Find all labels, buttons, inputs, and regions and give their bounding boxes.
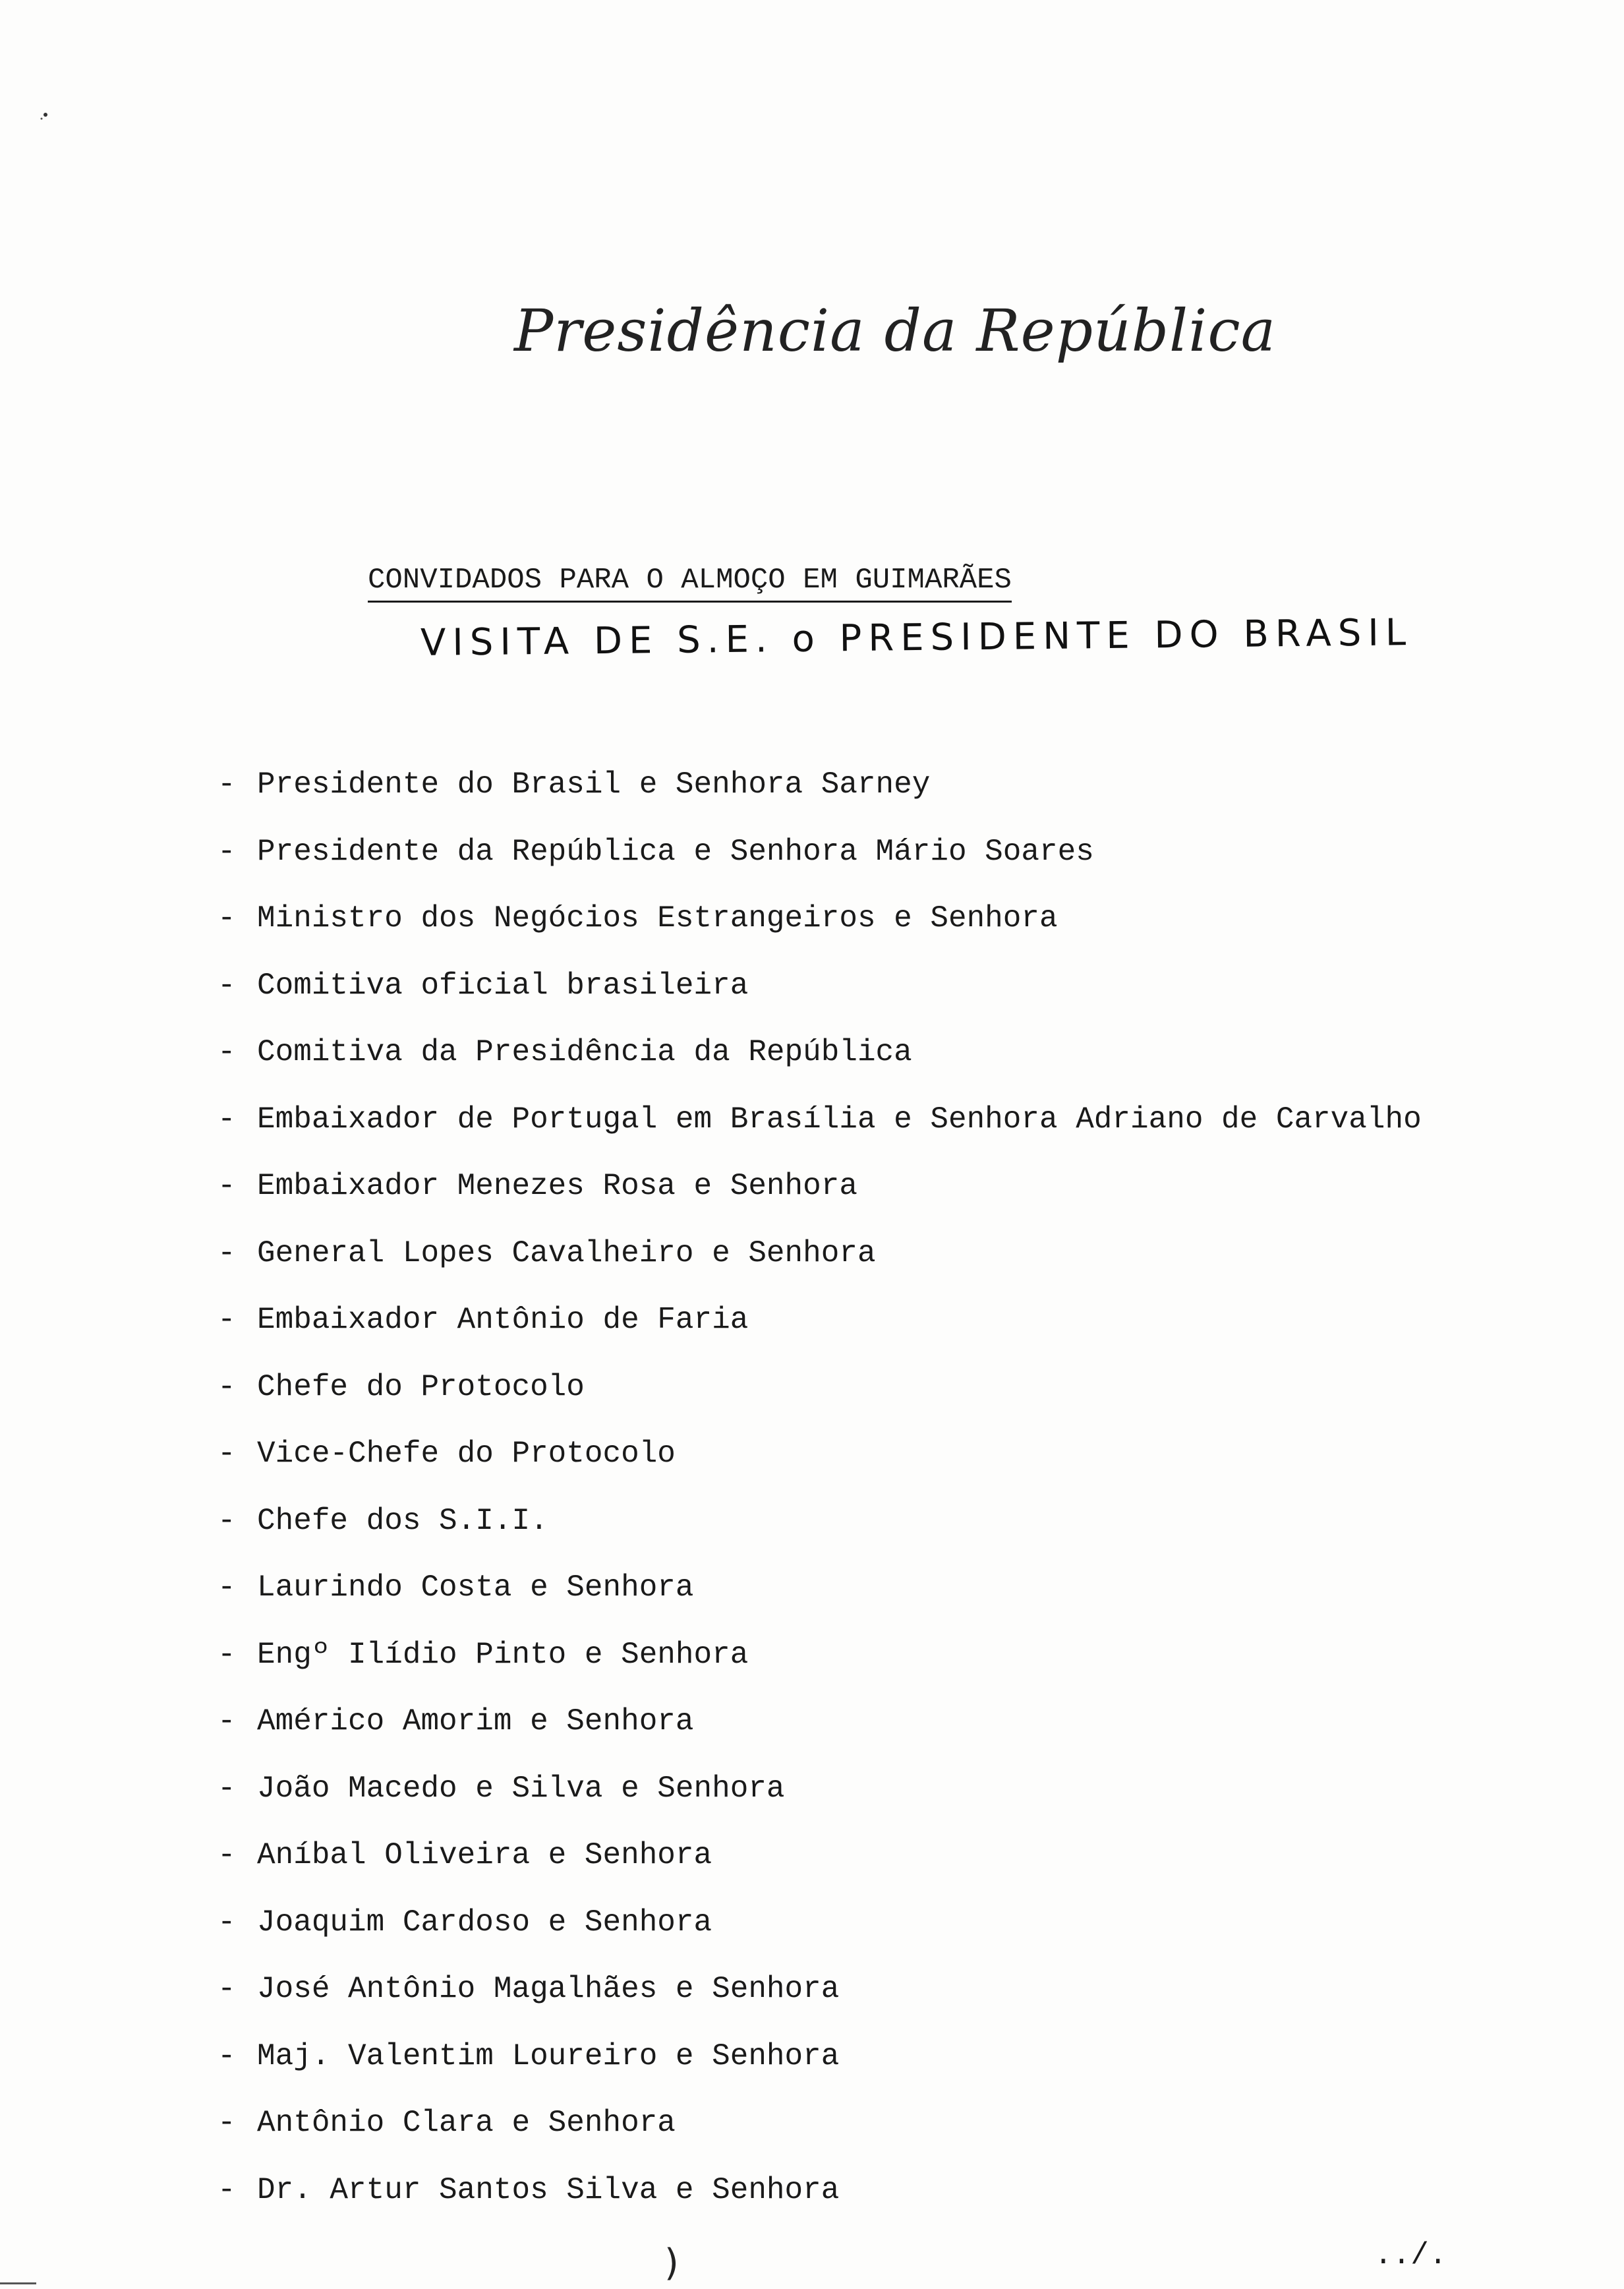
guest-list-item — [218, 1166, 1422, 1234]
guest-name: Laurindo Costa e Senhora — [257, 1570, 694, 1605]
list-dash: - — [218, 1905, 236, 1940]
handwritten-annotation: VISITA DE S.E. o PRESIDENTE DO BRASIL — [420, 611, 1413, 665]
list-dash: - — [218, 1369, 236, 1404]
guest-name: Engº Ilídio Pinto e Senhora — [257, 1637, 749, 1672]
guest-name: Chefe do Protocolo — [257, 1369, 585, 1404]
guest-name: Antônio Clara e Senhora — [257, 2106, 676, 2140]
list-dash: - — [218, 968, 236, 1003]
guest-list-item — [218, 1367, 1422, 1435]
guest-name: Presidente do Brasil e Senhora Sarney — [257, 767, 931, 802]
guest-name: Ministro dos Negócios Estrangeiros e Senhora — [257, 901, 1058, 936]
handwritten-bracket-mark: ) — [664, 2242, 679, 2284]
guest-list — [218, 765, 1422, 2237]
continuation-mark: ../. — [1374, 2238, 1447, 2273]
list-dash: - — [218, 2172, 236, 2207]
guest-name: Dr. Artur Santos Silva e Senhora — [257, 2172, 840, 2207]
list-dash: - — [218, 1972, 236, 2006]
guest-list-item — [218, 2103, 1422, 2170]
list-dash: - — [218, 1704, 236, 1739]
list-dash: - — [218, 834, 236, 869]
guest-list-item — [218, 966, 1422, 1033]
guest-list-item — [218, 1234, 1422, 1301]
guest-name: Comitiva oficial brasileira — [257, 968, 749, 1003]
guest-name: Vice-Chefe do Protocolo — [257, 1437, 676, 1471]
list-dash: - — [218, 767, 236, 802]
ink-speck-icon — [40, 112, 49, 121]
guest-list-item — [218, 1635, 1422, 1702]
list-dash: - — [218, 1303, 236, 1337]
guest-list-item — [218, 832, 1422, 899]
guest-list-item — [218, 1835, 1422, 1903]
guest-list-item — [218, 1969, 1422, 2036]
list-dash: - — [218, 1035, 236, 1069]
guest-list-item — [218, 2036, 1422, 2104]
guest-list-item — [218, 1769, 1422, 1836]
list-dash: - — [218, 1235, 236, 1270]
list-dash: - — [218, 2038, 236, 2073]
list-dash: - — [218, 1437, 236, 1471]
document-title: CONVIDADOS PARA O ALMOÇO EM GUIMARÃES — [368, 564, 1012, 603]
guest-list-item — [218, 1300, 1422, 1367]
guest-list-item — [218, 1100, 1422, 1167]
guest-name: Embaixador Menezes Rosa e Senhora — [257, 1169, 857, 1203]
guest-name: Presidente da República e Senhora Mário Soares — [257, 834, 1094, 869]
guest-list-item — [218, 2170, 1422, 2238]
guest-name: Américo Amorim e Senhora — [257, 1704, 694, 1739]
guest-list-item — [218, 1032, 1422, 1100]
guest-list-item — [218, 1903, 1422, 1970]
guest-name: Chefe dos S.I.I. — [257, 1503, 548, 1538]
guest-list-item — [218, 1434, 1422, 1501]
guest-list-item — [218, 899, 1422, 966]
list-dash: - — [218, 1838, 236, 1872]
guest-name: João Macedo e Silva e Senhora — [257, 1771, 785, 1806]
guest-list-item — [218, 1501, 1422, 1568]
list-dash: - — [218, 1570, 236, 1605]
guest-name: Comitiva da Presidência da República — [257, 1035, 912, 1069]
guest-name: Joaquim Cardoso e Senhora — [257, 1905, 712, 1940]
list-dash: - — [218, 1771, 236, 1806]
list-dash: - — [218, 901, 236, 936]
guest-name: Embaixador de Portugal em Brasília e Senhora Adriano de Carvalho — [257, 1102, 1422, 1137]
guest-name: General Lopes Cavalheiro e Senhora — [257, 1235, 876, 1270]
guest-list-item — [218, 765, 1422, 832]
guest-name: Embaixador Antônio de Faria — [257, 1303, 749, 1337]
guest-name: José Antônio Magalhães e Senhora — [257, 1972, 840, 2006]
guest-list-item — [218, 1568, 1422, 1635]
list-dash: - — [218, 1169, 236, 1203]
guest-name: Maj. Valentim Loureiro e Senhora — [257, 2038, 840, 2073]
guest-list-item — [218, 1702, 1422, 1769]
letterhead: Presidência da República — [514, 297, 1277, 365]
guest-name: Aníbal Oliveira e Senhora — [257, 1838, 712, 1872]
list-dash: - — [218, 1503, 236, 1538]
list-dash: - — [218, 1637, 236, 1672]
edge-mark — [0, 2282, 36, 2284]
list-dash: - — [218, 1102, 236, 1137]
list-dash: - — [218, 2106, 236, 2140]
